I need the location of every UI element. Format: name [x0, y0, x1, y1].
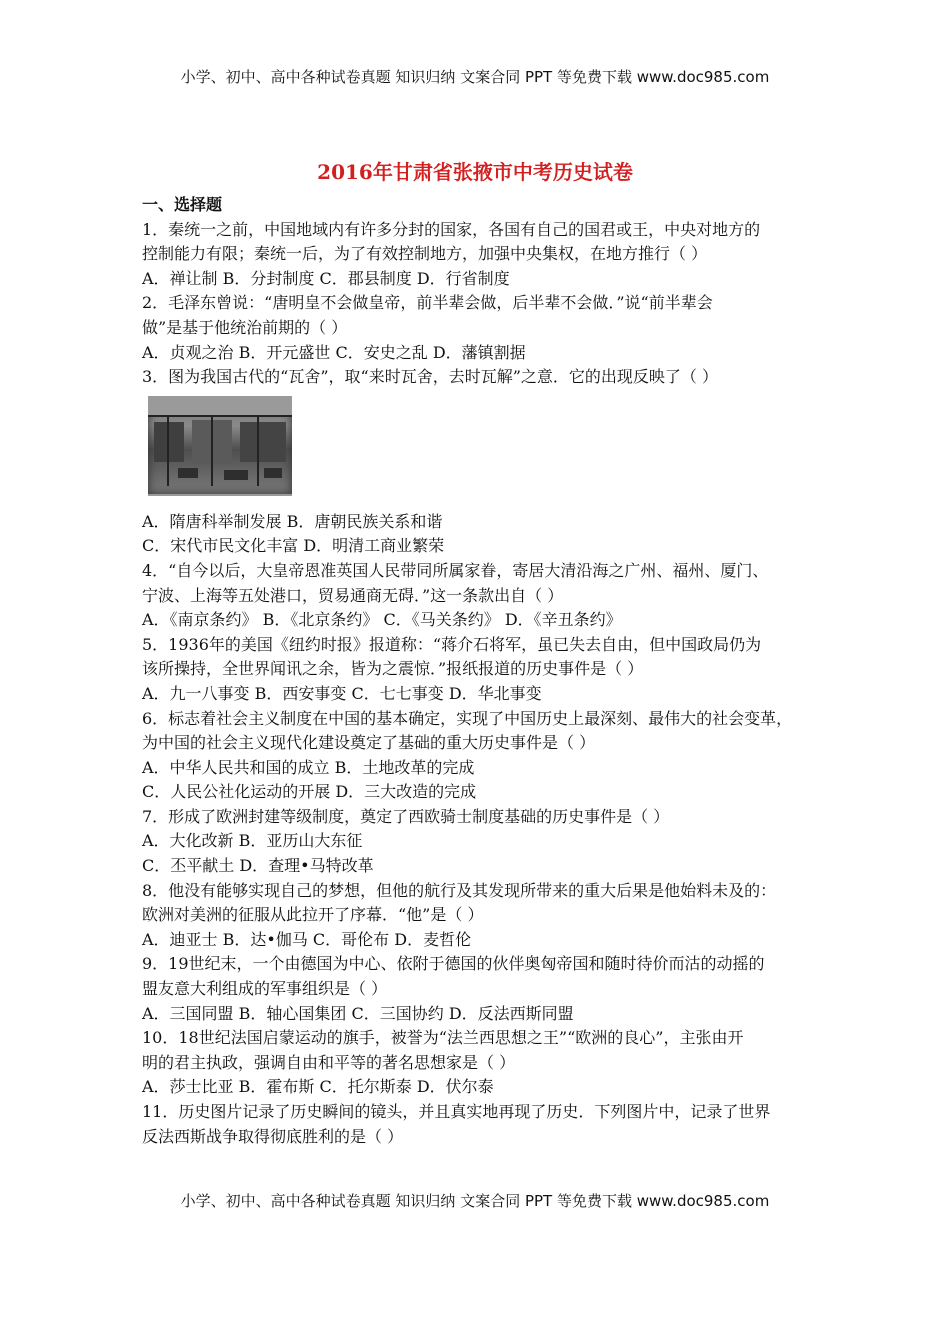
question-line: A．贞观之治 B．开元盛世 C．安史之乱 D．藩镇割据	[142, 342, 526, 362]
question-line: 7．形成了欧洲封建等级制度，奠定了西欧骑士制度基础的历史事件是（ ）	[142, 806, 670, 826]
question-line: 5．1936年的美国《纽约时报》报道称：“蒋介石将军，虽已失去自由，但中国政局仍为	[142, 634, 762, 654]
question-line: 10．18世纪法国启蒙运动的旗手，被誉为“法兰西思想之王”“欧洲的良心”，主张由开	[142, 1028, 744, 1048]
question-line: A．禅让制 B．分封制度 C．郡县制度 D．行省制度	[142, 268, 510, 288]
question-line: A．迪亚士 B．达•伽马 C．哥伦布 D．麦哲伦	[142, 929, 472, 949]
question-line: 宁波、上海等五处港口，贸易通商无碍．”这一条款出自（ ）	[142, 585, 564, 605]
washe-illustration	[148, 396, 292, 496]
question-line: 4．“自今以后，大皇帝恩准英国人民带同所属家眷，寄居大清沿海之广州、福州、厦门、	[142, 560, 769, 580]
question-line: A．大化改新 B．亚历山大东征	[142, 831, 363, 851]
question-line: 明的君主执政，强调自由和平等的著名思想家是（ ）	[142, 1052, 516, 1072]
question-line: 11．历史图片记录了历史瞬间的镜头，并且真实地再现了历史．下列图片中，记录了世界	[142, 1102, 771, 1121]
question-line: 欧洲对美洲的征服从此拉开了序幕．“他”是（ ）	[142, 905, 484, 925]
section-heading: 一、选择题	[142, 195, 223, 214]
exam-title: 2016年甘肃省张掖市中考历史试卷	[317, 160, 633, 184]
question-line: 1．秦统一之前，中国地域内有许多分封的国家，各国有自己的国君或王，中央对地方的	[142, 219, 761, 239]
question-line: 3．图为我国古代的“瓦舍”，取“来时瓦舍，去时瓦解”之意．它的出现反映了（ ）	[142, 367, 718, 387]
question-line: 2．毛泽东曾说：“唐明皇不会做皇帝，前半辈会做，后半辈不会做．”说“前半辈会	[142, 293, 713, 313]
question-line: 为中国的社会主义现代化建设奠定了基础的重大历史事件是（ ）	[142, 733, 596, 753]
page-footer: 小学、初中、高中各种试卷真题 知识归纳 文案合同 PPT 等免费下载 www.doc985.com	[180, 1192, 770, 1210]
question-line: A．三国同盟 B．轴心国集团 C．三国协约 D．反法西斯同盟	[142, 1003, 574, 1023]
question-line: 做”是基于他统治前期的（ ）	[142, 317, 348, 337]
question-line: A．《南京条约》 B．《北京条约》 C．《马关条约》 D．《辛丑条约》	[142, 610, 622, 630]
question-line: A．隋唐科举制发展 B．唐朝民族关系和谐	[142, 511, 443, 531]
question-line: A．莎士比亚 B．霍布斯 C．托尔斯泰 D．伏尔泰	[142, 1077, 494, 1097]
question-line: 该所操持，全世界闻讯之余，皆为之震惊．”报纸报道的历史事件是（ ）	[142, 659, 644, 679]
question-line: 8．他没有能够实现自己的梦想，但他的航行及其发现所带来的重大后果是他始料未及的：	[142, 880, 777, 900]
question-line: 9．19世纪末，一个由德国为中心、依附于德国的伙伴奥匈帝国和随时待价而沽的动摇的	[142, 954, 765, 974]
question-line: A．九一八事变 B．西安事变 C．七七事变 D．华北事变	[142, 683, 542, 703]
question-line: 6．标志着社会主义制度在中国的基本确定，实现了中国历史上最深刻、最伟大的社会变革，	[142, 708, 793, 728]
question-line: 反法西斯战争取得彻底胜利的是（ ）	[142, 1126, 404, 1146]
question-line: 控制能力有限；秦统一后，为了有效控制地方，加强中央集权，在地方推行（ ）	[142, 244, 708, 264]
question-line: A．中华人民共和国的成立 B．土地改革的完成	[142, 757, 475, 777]
question-line: C．宋代市民文化丰富 D．明清工商业繁荣	[142, 536, 445, 556]
question-line: C．丕平献土 D．查理•马特改革	[142, 856, 374, 876]
page-header: 小学、初中、高中各种试卷真题 知识归纳 文案合同 PPT 等免费下载 www.doc985.com	[180, 68, 770, 86]
question-list	[142, 193, 832, 1149]
question-line: C．人民公社化运动的开展 D．三大改造的完成	[142, 782, 477, 802]
question-line: 盟友意大利组成的军事组织是（ ）	[142, 979, 388, 999]
